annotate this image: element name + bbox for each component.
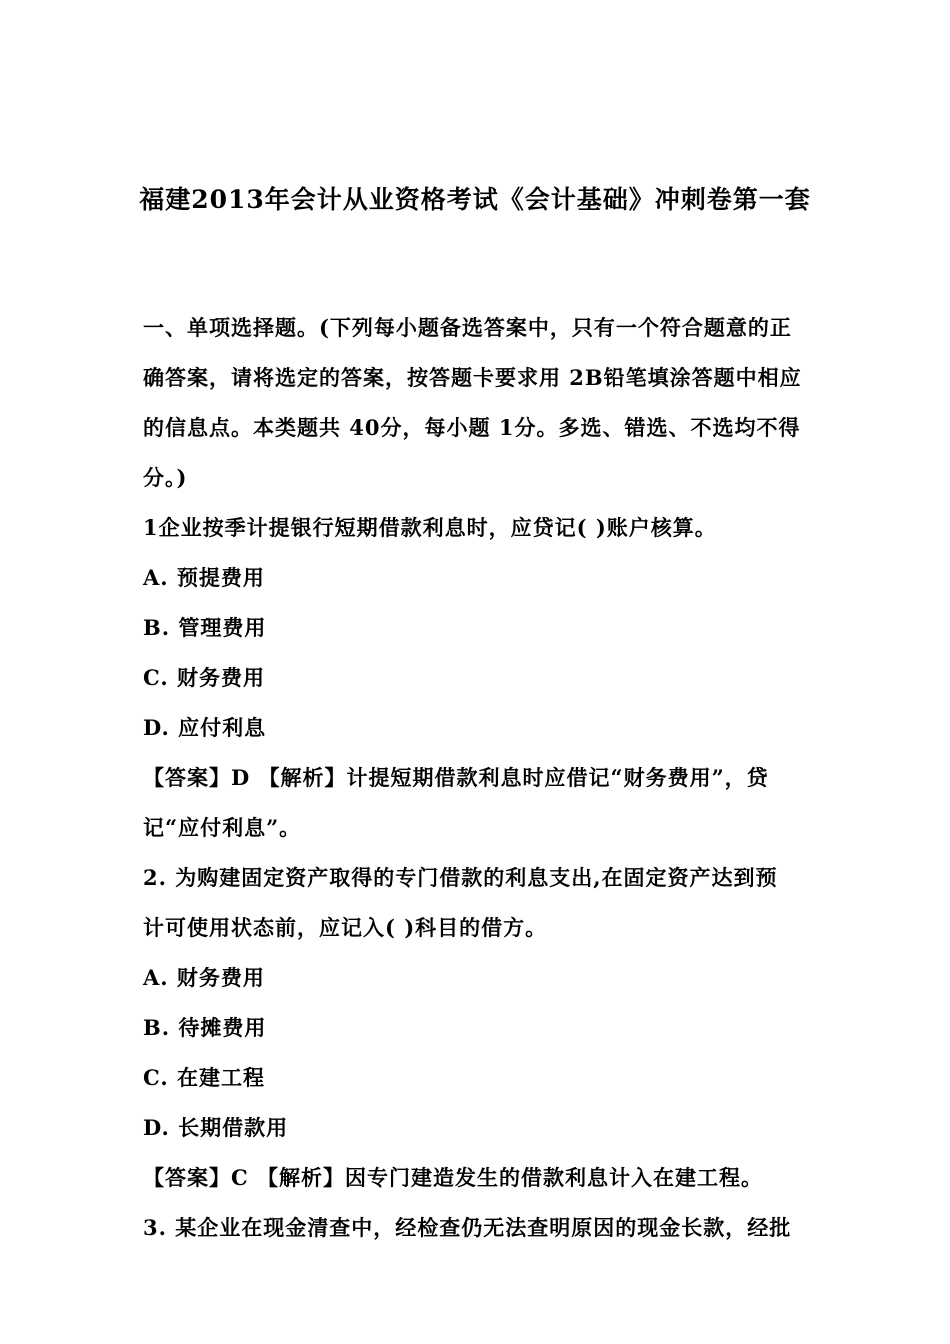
question-2-answer: 【答案】C 【解析】因专门建造发生的借款利息计入在建工程。 xyxy=(143,1165,764,1190)
question-2-option-b: B. 待摊费用 xyxy=(143,1015,267,1040)
question-1-stem: 1企业按季计提银行短期借款利息时，应贷记( )账户核算。 xyxy=(143,515,717,540)
question-1-answer-line-1: 【答案】D 【解析】计提短期借款利息时应借记“财务费用”，贷 xyxy=(143,765,769,790)
document-title: 福建2013年会计从业资格考试《会计基础》冲刺卷第一套 xyxy=(139,185,811,214)
question-2-stem-line-2: 计可使用状态前，应记入( )科目的借方。 xyxy=(143,915,548,940)
question-1-option-d: D. 应付利息 xyxy=(143,715,267,740)
question-1-option-b: B. 管理费用 xyxy=(143,615,267,640)
question-3-stem-line-1: 3. 某企业在现金清查中，经检查仍无法查明原因的现金长款，经批 xyxy=(143,1215,792,1240)
question-2-option-a: A. 财务费用 xyxy=(143,965,265,990)
section-heading-line-2: 确答案，请将选定的答案，按答题卡要求用 2B铅笔填涂答题中相应 xyxy=(143,365,802,390)
question-1-answer-line-2: 记“应付利息”。 xyxy=(143,815,302,840)
question-2-option-c: C. 在建工程 xyxy=(143,1065,265,1090)
question-2-stem-line-1: 2. 为购建固定资产取得的专门借款的利息支出,在固定资产达到预 xyxy=(143,865,778,890)
section-heading-line-3: 的信息点。本类题共 40分，每小题 1分。多选、错选、不选均不得 xyxy=(143,415,801,440)
section-heading-line-1: 一、单项选择题。(下列每小题备选答案中，只有一个符合题意的正 xyxy=(143,315,792,340)
question-1-option-a: A. 预提费用 xyxy=(143,565,265,590)
question-2-option-d: D. 长期借款用 xyxy=(143,1115,289,1140)
question-1-option-c: C. 财务费用 xyxy=(143,665,265,690)
section-heading-line-4: 分。) xyxy=(143,465,188,490)
